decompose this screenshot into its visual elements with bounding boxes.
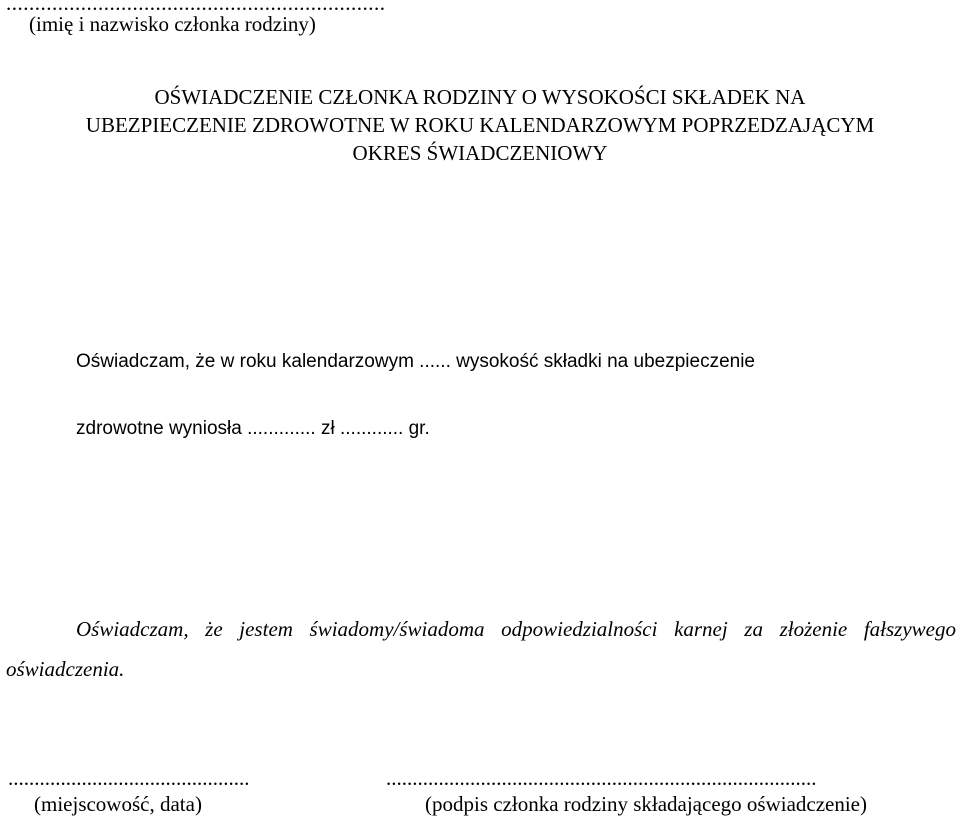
document-title — [0, 83, 960, 167]
declaration-text: Oświadczam, że jestem świadomy/świadoma odpowiedzialności karnej za złożenie fałszywego oświadczenia. — [6, 617, 956, 681]
title-line-2: UBEZPIECZENIE ZDROWOTNE W ROKU KALENDARZOWYM POPRZEDZAJĄCYM — [85, 113, 875, 137]
name-dotted-line: .................................................................. — [6, 0, 386, 15]
title-line-1: OŚWIADCZENIE CZŁONKA RODZINY O WYSOKOŚCI SKŁADEK NA — [154, 85, 806, 109]
place-date-dotted-line: .............................................. — [8, 766, 250, 790]
signature-dotted-line: .................................................................................. — [386, 766, 817, 790]
statement-line-2: zdrowotne wyniosła ............. zł ............ gr. — [76, 418, 430, 439]
statement-line-1: Oświadczam, że w roku kalendarzowym ...... wysokość składki na ubezpieczenie — [76, 351, 755, 372]
title-line-3: OKRES ŚWIADCZENIOWY — [352, 141, 608, 165]
place-date-caption: (miejscowość, data) — [34, 792, 202, 816]
name-caption: (imię i nazwisko członka rodziny) — [29, 12, 316, 36]
signature-caption: (podpis członka rodziny składającego oświadczenie) — [425, 792, 867, 816]
